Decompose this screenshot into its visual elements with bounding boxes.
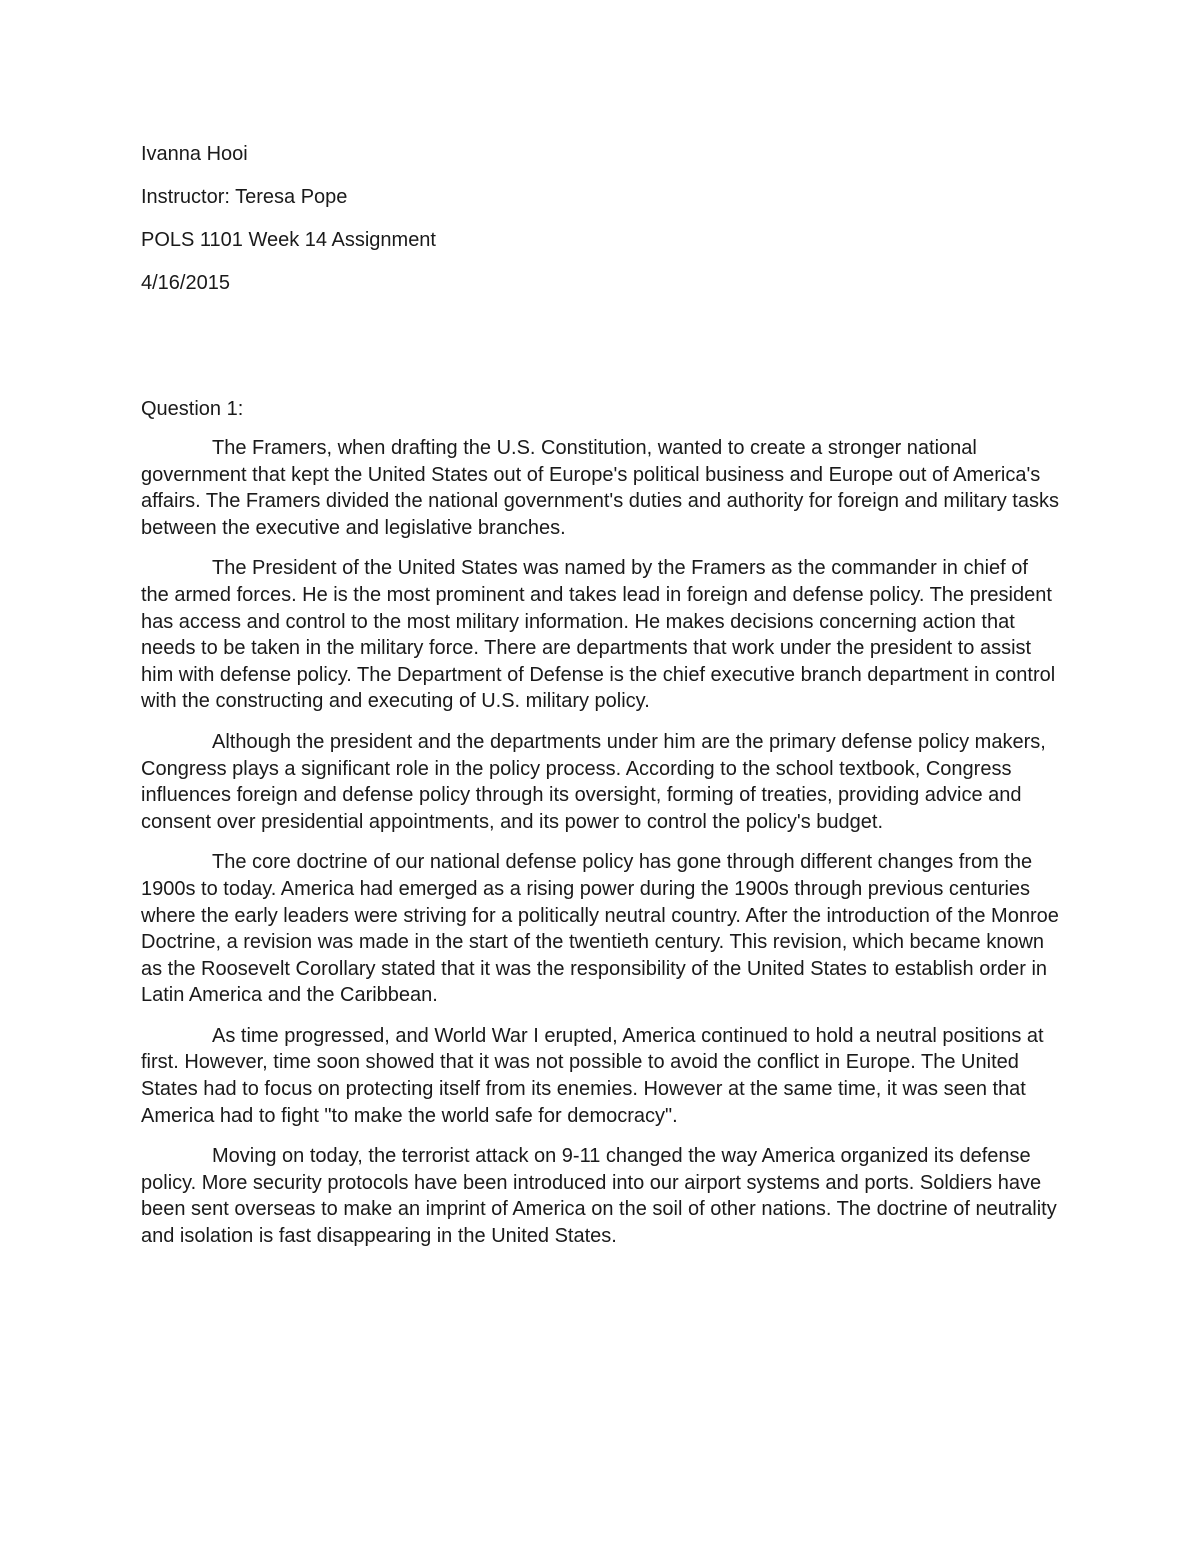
- paragraph-nine-eleven: Moving on today, the terrorist attack on 9-11 changed the way America organized its defense policy. More security protocols have been introduced into our airport systems and ports. Soldiers have been sent overseas to make an imprint of America on the soil of other nations. The doctrine of neutrality and isolation is fast disappearing in the United States.: [141, 1145, 1057, 1248]
- paragraph-congress: Although the president and the departments under him are the primary defense policy makers, Congress plays a significant role in the policy process. According to the school textbook, Congress influences foreign and defense policy through its oversight, forming of treaties, providing advice and consent over presidential appointments, and its power to control the policy's budget.: [141, 730, 1046, 833]
- paragraph-core-doctrine: The core doctrine of our national defense policy has gone through different changes from the 1900s to today. America had emerged as a rising power during the 1900s through previous centuries where the early leaders were striving for a politically neutral country. After the introduction of the Monroe Doctrine, a revision was made in the start of the twentieth century. This revision, which became known as the Roosevelt Corollary stated that it was the responsibility of the United States to establish order in Latin America and the Caribbean.: [141, 851, 1059, 1007]
- author-name: Ivanna Hooi: [141, 143, 248, 165]
- instructor-line: Instructor: Teresa Pope: [141, 186, 348, 208]
- date-line: 4/16/2015: [141, 272, 230, 294]
- document-header: [141, 140, 1061, 312]
- course-line: POLS 1101 Week 14 Assignment: [141, 229, 436, 251]
- paragraph-world-war: As time progressed, and World War I erupted, America continued to hold a neutral positions at first. However, time soon showed that it was not possible to avoid the conflict in Europe. The United States had to focus on protecting itself from its enemies. However at the same time, it was seen that America had to fight "to make the world safe for democracy".: [141, 1024, 1044, 1127]
- paragraph-president: The President of the United States was named by the Framers as the commander in chief of the armed forces. He is the most prominent and takes lead in foreign and defense policy. The president has access and control to the most military information. He makes decisions concerning action that needs to be taken in the military force. There are departments that work under the president to assist him with defense policy. The Department of Defense is the chief executive branch department in control with the constructing and executing of U.S. military policy.: [141, 557, 1056, 713]
- paragraph-framers: The Framers, when drafting the U.S. Constitution, wanted to create a stronger national government that kept the United States out of Europe's political business and Europe out of America's affairs. The Framers divided the national government's duties and authority for foreign and military tasks between the executive and legislative branches.: [141, 437, 1059, 539]
- document-body: [141, 395, 1061, 1264]
- question-heading: Question 1:: [141, 398, 244, 420]
